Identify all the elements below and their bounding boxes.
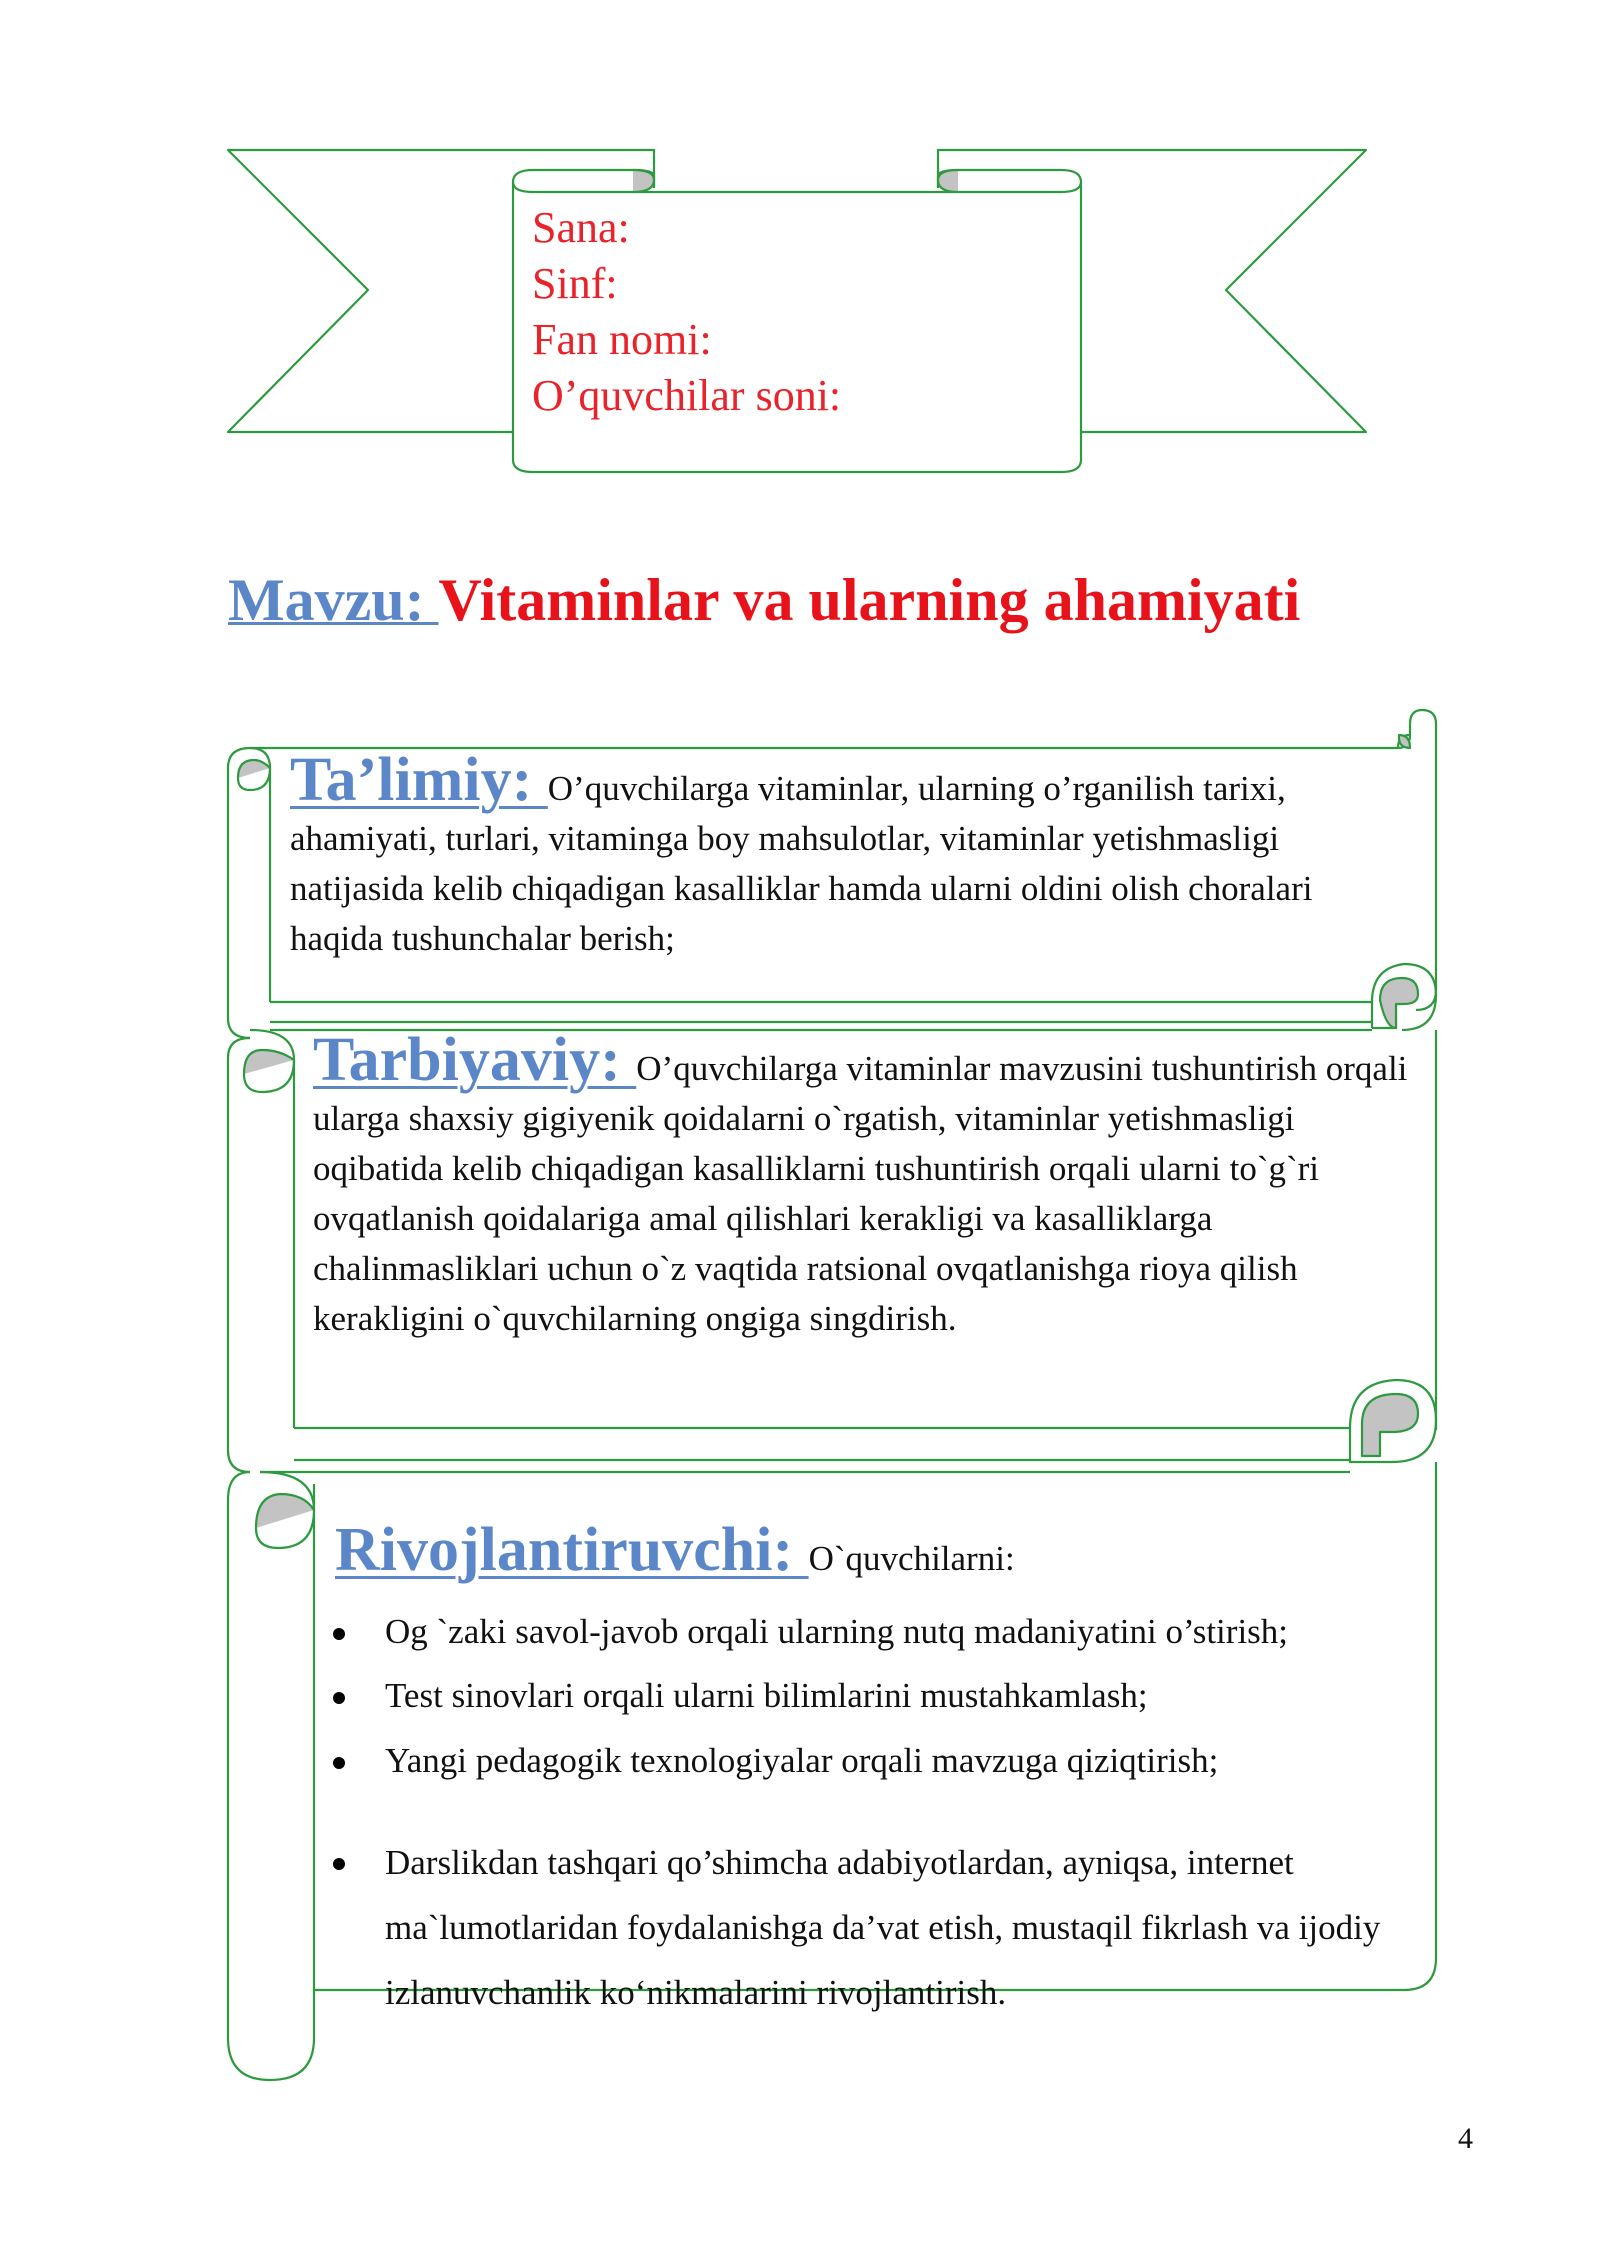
header-banner — [532, 200, 841, 424]
educational-text: O’quvchilarga vitaminlar, ularning o’rganilish tarixi, ahamiyati, turlari, vitaminga boy mahsulotlar, vitaminlar yetishmasligi natijasida kelib chiqadigan kasalliklar hamda ularni oldini olish choralari haqida tushunchalar berish; — [290, 769, 1313, 958]
developmental-intro: O`quvchilarni: — [808, 1539, 1015, 1578]
bullet-icon — [333, 1628, 345, 1640]
developmental-goal — [335, 1516, 1405, 1584]
developmental-heading: Rivojlantiruvchi: — [335, 1516, 809, 1584]
list-item: Og `zaki savol-javob orqali ularning nutq madaniyatini o’stirish; — [385, 1607, 1405, 1657]
bullet-icon — [333, 1692, 345, 1704]
upbringing-heading: Tarbiyaviy: — [313, 1026, 637, 1094]
upbringing-text: O’quvchilarga vitaminlar mavzusini tushuntirish orqali ularga shaxsiy gigiyenik qoidalarni o`rgatish, vitaminlar yetishmasligi oqibatida kelib chiqadigan kasalliklarni tushuntirish orqali ularni to`g`ri ovqatlanish qoidalariga amal qilishlari kerakligi va kasalliklarga chalinmasliklari uchun o`z vaqtida ratsional ovqatlanishga rioya qilish kerakligini o`quvchilarning ongiga singdirish. — [313, 1049, 1408, 1338]
bullet-icon — [333, 1858, 345, 1870]
educational-goal — [290, 746, 1400, 964]
topic-line — [228, 560, 1300, 640]
educational-heading: Ta’limiy: — [290, 746, 548, 814]
page-number: 4 — [1458, 2122, 1473, 2155]
developmental-bullet-list — [385, 1607, 1405, 1801]
upbringing-goal — [313, 1026, 1413, 1344]
topic-title: Vitaminlar va ularning ahamiyati — [438, 567, 1301, 633]
students-count-label: O’quvchilar soni: — [532, 371, 842, 420]
list-item: Darslikdan tashqari qo’shimcha adabiyotlardan, ayniqsa, internet ma`lumotlaridan foydalanishga da’vat etish, mustaqil fikrlash va ijodiy izlanuvchanlik ko‘nikmalarini rivojlantirish. — [385, 1830, 1405, 2025]
class-label: Sinf: — [532, 259, 618, 308]
developmental-bullet-list-continued — [385, 1830, 1405, 2025]
bullet-icon — [333, 1757, 345, 1769]
list-item: Test sinovlari orqali ularni bilimlarini mustahkamlash; — [385, 1671, 1405, 1721]
list-item: Yangi pedagogik texnologiyalar orqali mavzuga qiziqtirish; — [385, 1736, 1405, 1786]
subject-label: Fan nomi: — [532, 315, 712, 364]
clipped-list-area — [385, 1830, 1405, 2012]
topic-label: Mavzu: — [228, 567, 439, 633]
date-label: Sana: — [532, 203, 630, 252]
